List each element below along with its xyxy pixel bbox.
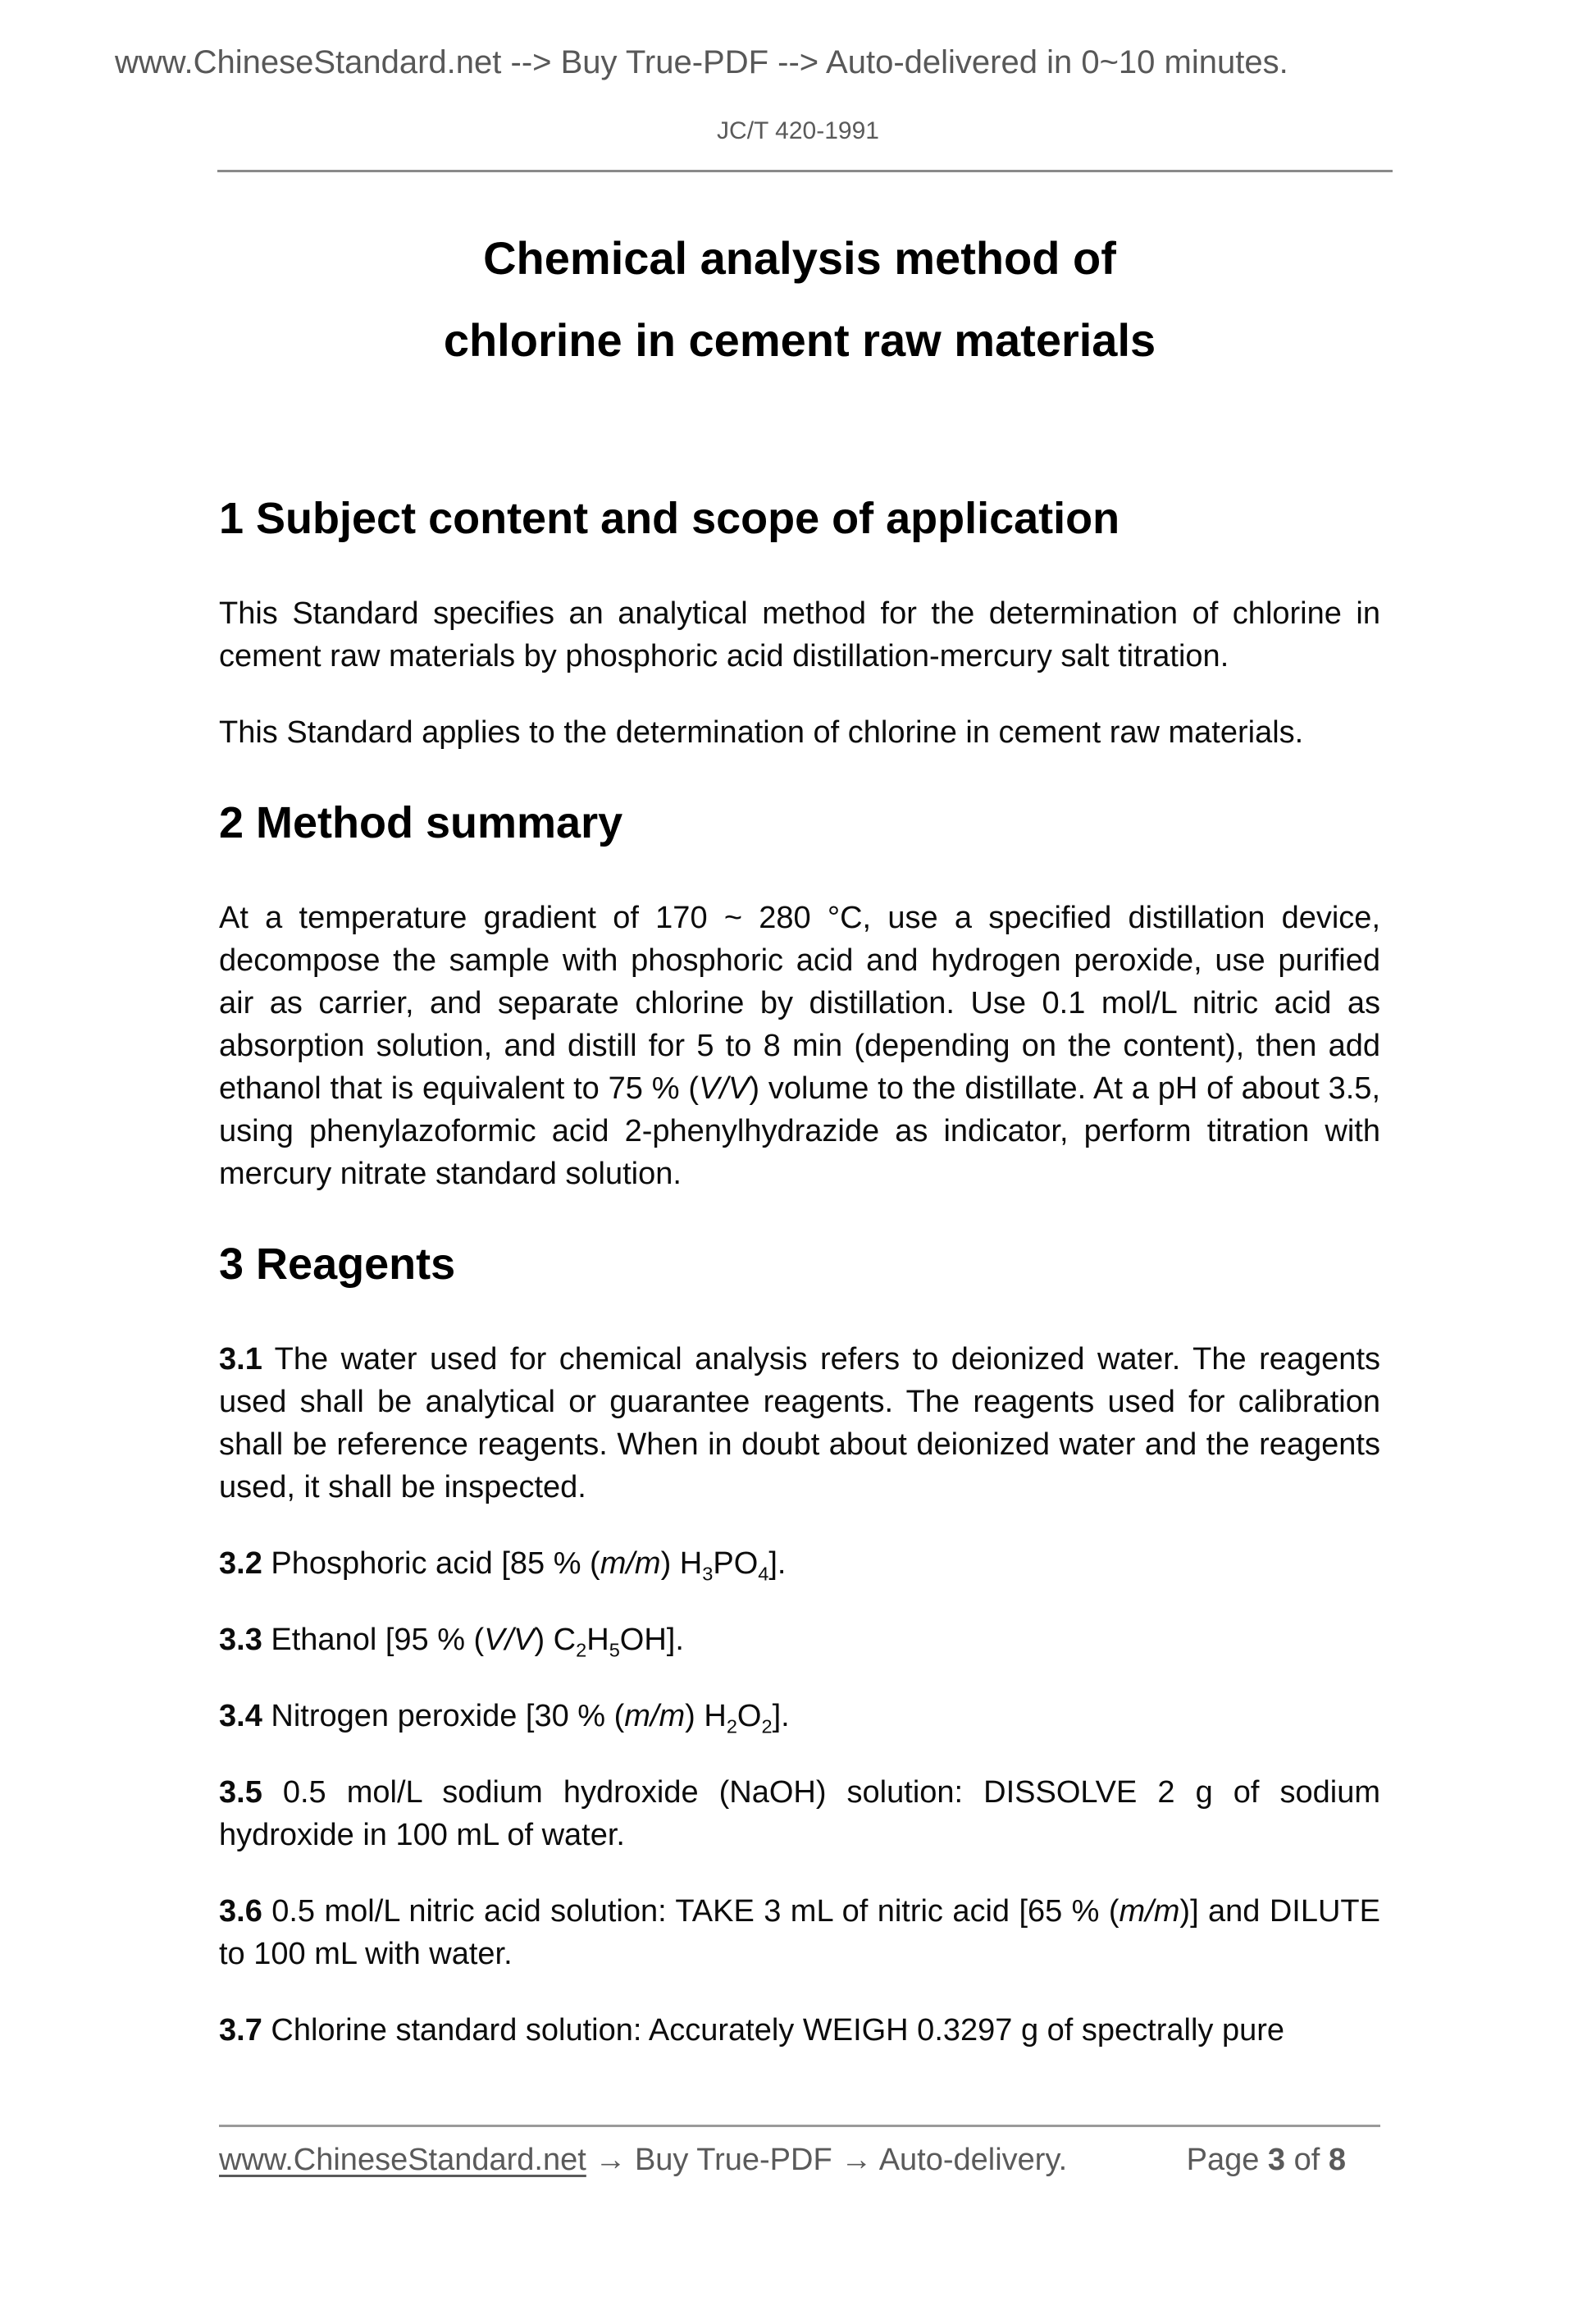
standard-code: JC/T 420-1991 — [717, 117, 879, 144]
title-line-1: Chemical analysis method of — [483, 232, 1116, 284]
footer-note — [219, 2139, 1067, 2181]
clause-3-7: 3.7 Chlorine standard solution: Accurately WEIGH 0.3297 g of spectrally pure — [219, 2013, 1285, 2048]
clause-3-1: 3.1 The water used for chemical analysis refers to deionized water. The reagents used shall be analytical or guarantee reagents. The reagents used for calibration shall be reference reagents. When in doubt about deionized water and the reagents used, it shall be inspected. — [219, 1342, 1380, 1504]
footer-divider — [219, 2125, 1380, 2127]
page-footer — [219, 2125, 1380, 2181]
clause-3-4: 3.4 Nitrogen peroxide [30 % (m/m) $H_2O_2$]. — [219, 1699, 790, 1737]
footer-delivery-text: → Buy True-PDF → Auto-delivery. — [586, 2143, 1068, 2177]
clause-3-6: 3.6 0.5 mol/L nitric acid solution: TAKE 3 mL of nitric acid [65 % (m/m)] and DILUTE to 100 mL with water. — [219, 1894, 1380, 1971]
purchase-note: www.ChineseStandard.net --> Buy True-PDF --> Auto-delivered in 0~10 minutes. — [115, 44, 1288, 80]
document-body — [219, 217, 1380, 2052]
section-2-heading: 2 Method summary — [219, 798, 623, 847]
clause-3-2: 3.2 Phosphoric acid [85 % (m/m) $H_3PO_4$]. — [219, 1546, 787, 1585]
document-title — [219, 217, 1380, 381]
section-1-paragraph-1: This Standard specifies an analytical method for the determination of chlorine in cement raw materials by phosphoric acid distillation-mercury salt titration. — [219, 596, 1380, 673]
site-link[interactable]: www.ChineseStandard.net — [219, 2143, 586, 2177]
clause-3-3: 3.3 Ethanol [95 % (V/V) $C_2H_5OH$]. — [219, 1623, 684, 1661]
clause-3-5: 3.5 0.5 mol/L sodium hydroxide (NaOH) solution: DISSOLVE 2 g of sodium hydroxide in 100 mL of water. — [219, 1775, 1380, 1852]
title-line-2: chlorine in cement raw materials — [443, 314, 1156, 366]
section-2-paragraph-1: At a temperature gradient of 170 ~ 280 °C, use a specified distillation device, decompose the sample with phosphoric acid and hydrogen peroxide, use purified air as carrier, and separate chlorine by distillation. Use 0.1 mol/L nitric acid as absorption solution, and distill for 5 to 8 min (depending on the content), then add ethanol that is equivalent to 75 % (V/V) volume to the distillate. At a pH of about 3.5, using phenylazoformic acid 2-phenylhydrazide as indicator, perform titration with mercury nitrate standard solution. — [219, 901, 1380, 1191]
footer-row — [219, 2139, 1380, 2181]
header-divider — [217, 170, 1393, 172]
section-1-paragraph-2: This Standard applies to the determination of chlorine in cement raw materials. — [219, 715, 1304, 750]
section-3-heading: 3 Reagents — [219, 1240, 456, 1289]
section-1-heading: 1 Subject content and scope of application — [219, 494, 1120, 543]
page-indicator: Page 3 of 8 — [1186, 2143, 1346, 2177]
